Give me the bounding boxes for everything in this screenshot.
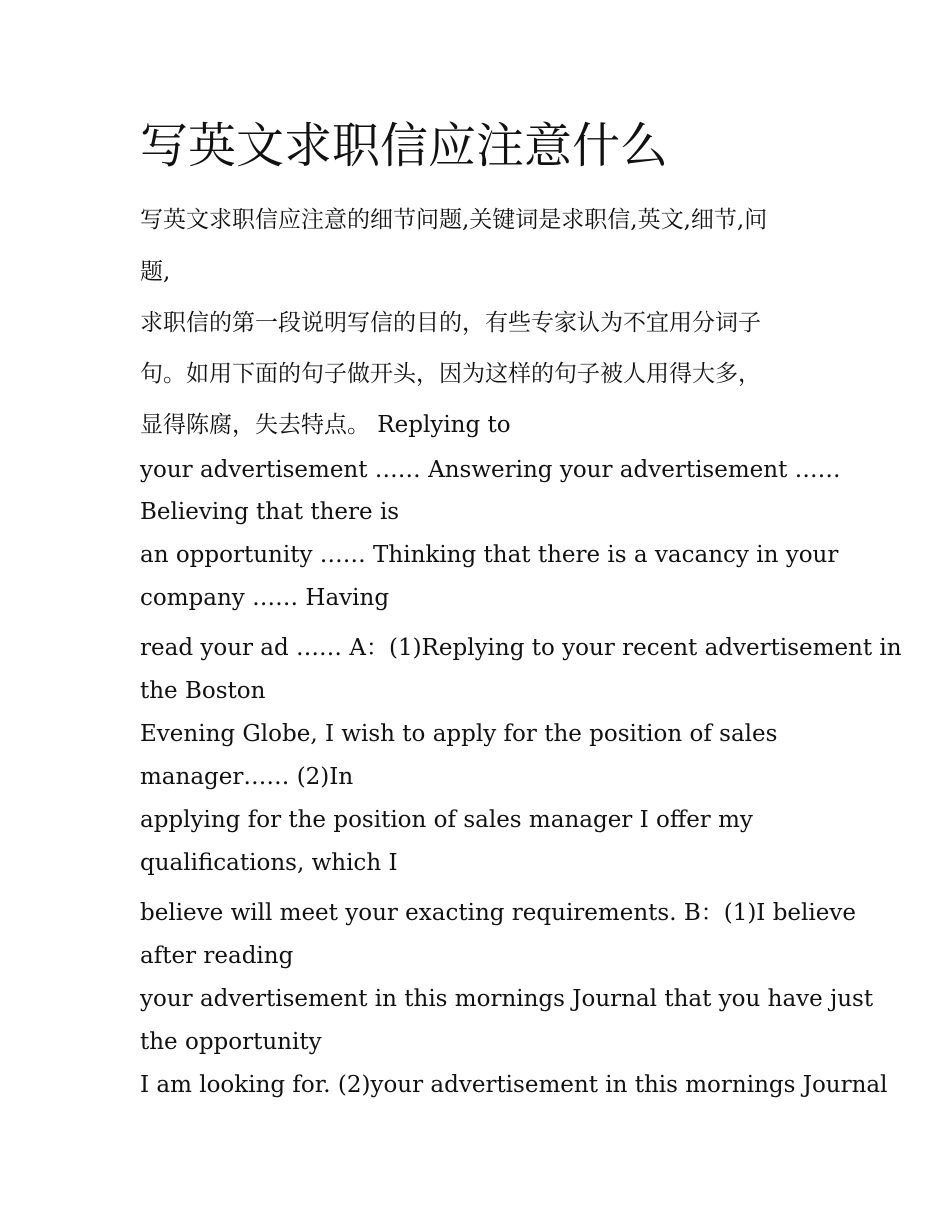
text-line: the opportunity xyxy=(140,1029,322,1055)
text-line: Evening Globe, I wish to apply for the position of sales xyxy=(140,721,778,747)
text-line: I am looking for. (2)your advertisement in this mornings Journal xyxy=(140,1072,888,1098)
text-line: your advertisement in this mornings Journal that you have just xyxy=(140,986,874,1012)
text-line: 题, xyxy=(140,259,171,285)
text-line: 显得陈腐，失去特点。 Replying to xyxy=(140,412,511,438)
text-line: believe will meet your exacting requirements. B：(1)I believe xyxy=(140,900,856,926)
text-line: 句。如用下面的句子做开头，因为这样的句子被人用得大多， xyxy=(140,361,761,387)
text-line: 求职信的第一段说明写信的目的，有些专家认为不宜用分词子 xyxy=(140,310,761,336)
text-line: after reading xyxy=(140,943,294,969)
text-line: your advertisement …… Answering your advertisement …… xyxy=(140,457,841,483)
text-line: applying for the position of sales manager I offer my xyxy=(140,807,753,833)
text-line: the Boston xyxy=(140,678,266,704)
text-line: company …… Having xyxy=(140,585,390,611)
text-line: manager…… (2)In xyxy=(140,764,354,790)
text-line: an opportunity …… Thinking that there is a vacancy in your xyxy=(140,542,839,568)
text-line: Believing that there is xyxy=(140,499,400,525)
text-line: read your ad …… A：(1)Replying to your recent advertisement in xyxy=(140,635,902,661)
text-line: 写英文求职信应注意的细节问题,关键词是求职信,英文,细节,问 xyxy=(140,207,768,233)
document-title: 写英文求职信应注意什么 xyxy=(140,118,669,174)
text-line: qualifications, which I xyxy=(140,850,398,876)
